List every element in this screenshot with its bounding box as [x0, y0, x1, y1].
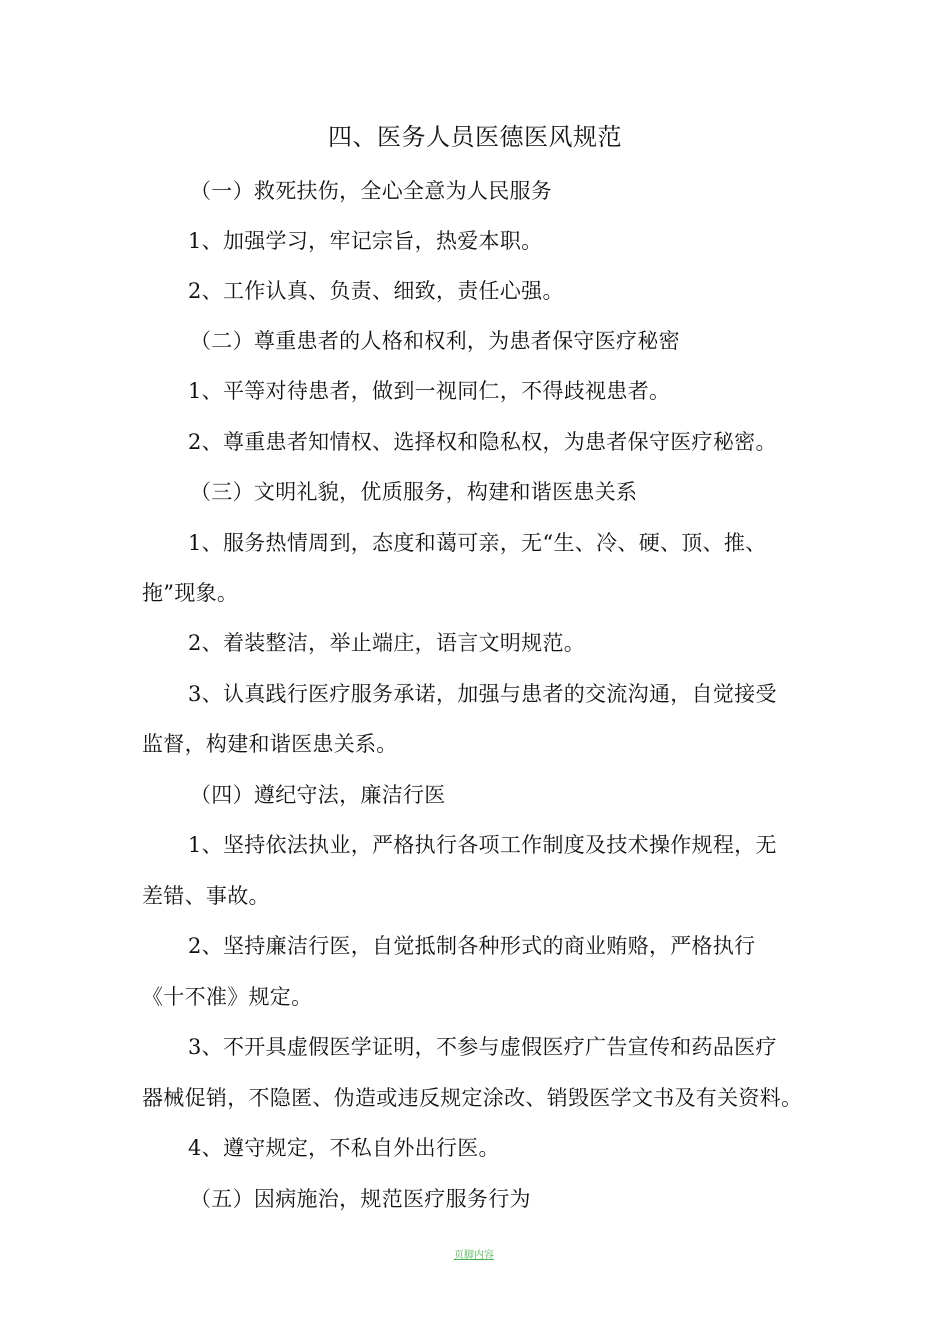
- page-footer: 页脚内容: [454, 1250, 494, 1261]
- paragraph-line: 4、遵守规定，不私自外出行医。: [188, 1136, 500, 1160]
- paragraph-line: 2、尊重患者知情权、选择权和隐私权，为患者保守医疗秘密。: [188, 430, 777, 454]
- paragraph-line: 3、不开具虚假医学证明，不参与虚假医疗广告宣传和药品医疗: [188, 1035, 777, 1059]
- document-title: 四、医务人员医德医风规范: [328, 123, 622, 151]
- paragraph-line: 1、加强学习，牢记宗旨，热爱本职。: [188, 229, 543, 253]
- paragraph-line: 2、着装整洁，举止端庄，语言文明规范。: [188, 631, 586, 655]
- paragraph-line: 1、平等对待患者，做到一视同仁，不得歧视患者。: [188, 379, 671, 403]
- paragraph-line-continued: 器械促销，不隐匿、伪造或违反规定涂改、销毁医学文书及有关资料。: [142, 1086, 803, 1110]
- section-heading-2: （二）尊重患者的人格和权利，为患者保守医疗秘密: [190, 329, 680, 353]
- paragraph-line: 3、认真践行医疗服务承诺，加强与患者的交流沟通，自觉接受: [188, 682, 777, 706]
- section-heading-4: （四）遵纪守法，廉洁行医: [190, 783, 446, 807]
- paragraph-line: 1、坚持依法执业，严格执行各项工作制度及技术操作规程，无: [188, 833, 777, 857]
- paragraph-line-continued: 差错、事故。: [142, 884, 270, 908]
- paragraph-line: 1、服务热情周到，态度和蔼可亲，无“生、冷、硬、顶、推、: [188, 531, 767, 555]
- paragraph-line-continued: 拖”现象。: [142, 581, 239, 605]
- paragraph-line-continued: 监督，构建和谐医患关系。: [142, 732, 398, 756]
- section-heading-3: （三）文明礼貌，优质服务，构建和谐医患关系: [190, 480, 638, 504]
- section-heading-1: （一）救死扶伤，全心全意为人民服务: [190, 179, 553, 203]
- paragraph-line: 2、工作认真、负责、细致，责任心强。: [188, 279, 564, 303]
- section-heading-5: （五）因病施治，规范医疗服务行为: [190, 1187, 531, 1211]
- paragraph-line-continued: 《十不准》规定。: [142, 985, 313, 1009]
- paragraph-line: 2、坚持廉洁行医，自觉抵制各种形式的商业贿赂，严格执行: [188, 934, 756, 958]
